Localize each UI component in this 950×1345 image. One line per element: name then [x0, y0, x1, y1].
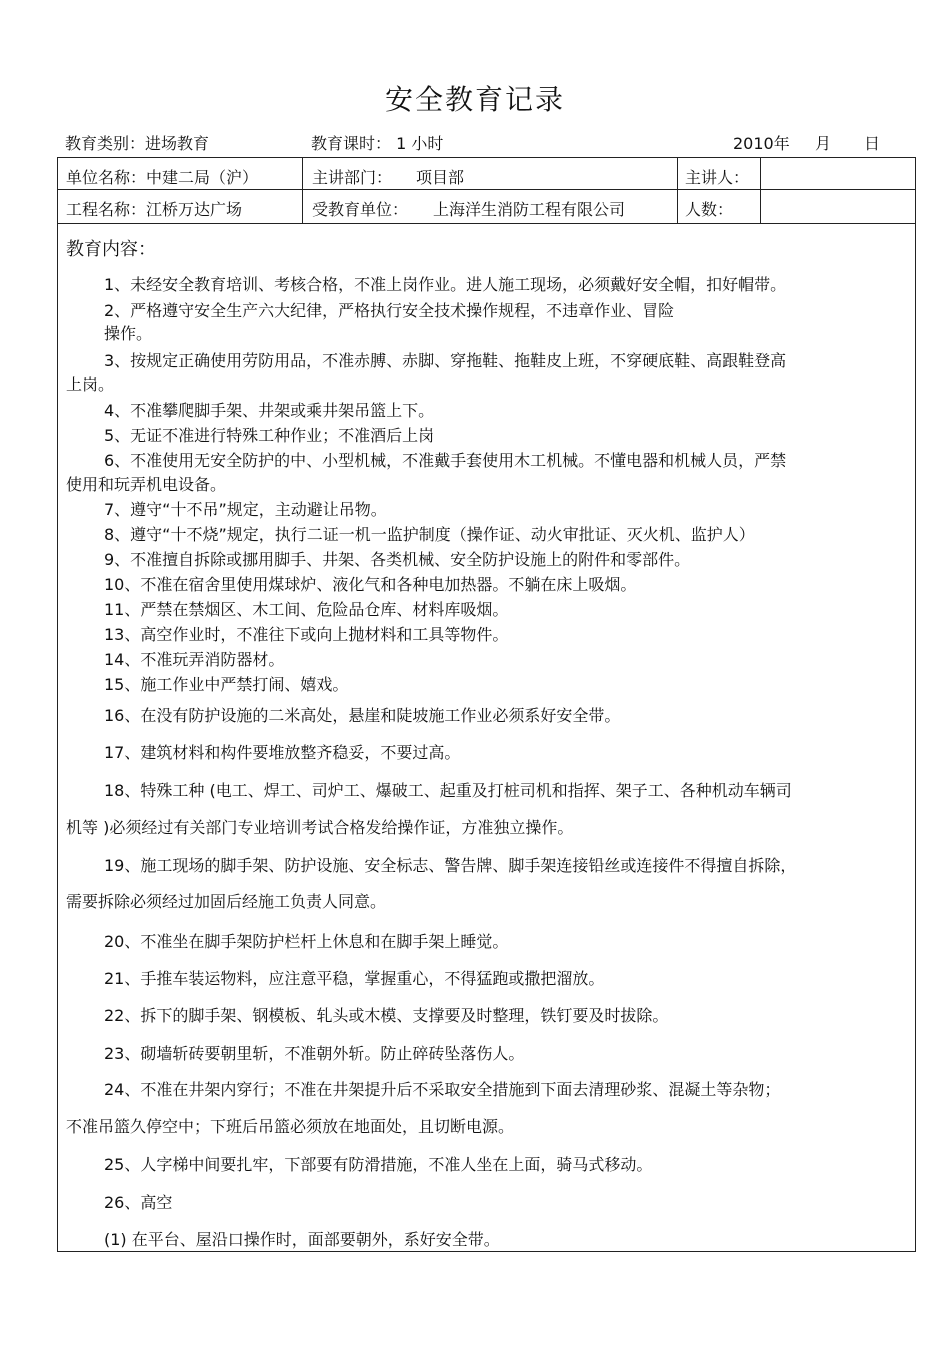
rule-item: 15、施工作业中严禁打闹、嬉戏。: [104, 675, 349, 694]
date-day: 日: [864, 134, 881, 153]
rule-item: 1、未经安全教育培训、考核合格，不准上岗作业。进人施工现场，必须戴好安全帽，扣好帽带。: [104, 275, 787, 294]
col-divider: [677, 158, 678, 223]
rule-item: 24、不准在井架内穿行；不准在井架提升后不采取安全措施到下面去清理砂浆、混凝土等杂物；: [104, 1080, 781, 1099]
rule-item: 8、遵守“十不烧”规定，执行二证一机一监护制度（操作证、动火审批证、灭火机、监护人）: [104, 525, 755, 544]
content-heading: 教育内容：: [66, 239, 156, 260]
col-divider: [302, 158, 303, 223]
rule-item: 26、高空: [104, 1193, 173, 1212]
rule-subitem: (1) 在平台、屋沿口操作时，面部要朝外，系好安全带。: [104, 1230, 500, 1249]
rule-item: 25、人字梯中间要扎牢，下部要有防滑措施，不准人坐在上面，骑马式移动。: [104, 1155, 653, 1174]
rule-item: 20、不准坐在脚手架防护栏杆上休息和在脚手架上睡觉。: [104, 932, 509, 951]
rule-item: 16、在没有防护设施的二米高处，悬崖和陡坡施工作业必须系好安全带。: [104, 706, 621, 725]
rule-item: 10、不准在宿舍里使用煤球炉、液化气和各种电加热器。不躺在床上吸烟。: [104, 575, 637, 594]
rule-item: 5、无证不准进行特殊工种作业；不准酒后上岗: [104, 426, 435, 445]
rule-item: 17、建筑材料和构件要堆放整齐稳妥，不要过高。: [104, 743, 461, 762]
date-year: 2010年: [733, 134, 790, 153]
rule-item-continued: 操作。: [104, 324, 153, 343]
rule-item: 7、遵守“十不吊”规定，主动避让吊物。: [104, 500, 387, 519]
rule-item: 11、严禁在禁烟区、木工间、危险品仓库、材料库吸烟。: [104, 600, 509, 619]
record-form: [57, 157, 916, 1252]
rule-item-continued: 需要拆除必须经过加固后经施工负责人同意。: [66, 892, 387, 911]
col-divider: [760, 158, 761, 223]
speaker-label: 主讲人：: [685, 168, 750, 187]
rule-item-continued: 上岗。: [66, 375, 115, 394]
lecture-dept-value: 项目部: [416, 168, 465, 187]
rule-item: 23、砌墙斩砖要朝里斩，不准朝外斩。防止碎砖坠落伤人。: [104, 1044, 525, 1063]
headcount-label: 人数：: [685, 200, 734, 219]
rule-item: 14、不准玩弄消防器材。: [104, 650, 285, 669]
rule-item: 3、按规定正确使用劳防用品，不准赤膊、赤脚、穿拖鞋、拖鞋皮上班，不穿硬底鞋、高跟鞋登高: [104, 351, 787, 370]
rule-item: 21、手推车装运物料，应注意平稳，掌握重心，不得猛跑或撒把溜放。: [104, 969, 605, 988]
trainee-unit-label: 受教育单位：: [312, 200, 409, 219]
lecture-dept-label: 主讲部门：: [312, 168, 393, 187]
rule-item: 13、高空作业时，不准往下或向上抛材料和工具等物件。: [104, 625, 509, 644]
rule-item: 9、不准擅自拆除或挪用脚手、井架、各类机械、安全防护设施上的附件和零部件。: [104, 550, 691, 569]
rule-item: 4、不准攀爬脚手架、井架或乘井架吊篮上下。: [104, 401, 435, 420]
education-category: 教育类别：进场教育: [65, 134, 210, 153]
rule-item-continued: 使用和玩弄机电设备。: [66, 475, 227, 494]
page-title: 安全教育记录: [384, 83, 565, 116]
rule-item-continued: 不准吊篮久停空中；下班后吊篮必须放在地面处，且切断电源。: [66, 1117, 515, 1136]
rule-item: 6、不准使用无安全防护的中、小型机械，不准戴手套使用木工机械。不懂电器和机械人员，严禁: [104, 451, 787, 470]
unit-name: 单位名称：中建二局（沪）: [66, 168, 259, 187]
row-divider: [58, 189, 915, 190]
project-name: 工程名称：江桥万达广场: [66, 200, 243, 219]
rule-item: 19、施工现场的脚手架、防护设施、安全标志、警告牌、脚手架连接铅丝或连接件不得擅自拆除，: [104, 856, 797, 875]
row-divider: [58, 223, 915, 224]
trainee-unit-value: 上海洋生消防工程有限公司: [433, 200, 626, 219]
rule-item: 18、特殊工种 (电工、焊工、司炉工、爆破工、起重及打桩司机和指挥、架子工、各种机动车辆司: [104, 781, 792, 800]
rule-item-continued: 机等 )必须经过有关部门专业培训考试合格发给操作证，方准独立操作。: [66, 818, 574, 837]
date-month: 月: [815, 134, 832, 153]
education-hours: 教育课时： 1 小时: [311, 134, 444, 153]
rule-item: 2、严格遵守安全生产六大纪律，严格执行安全技术操作规程，不违章作业、冒险: [104, 301, 675, 320]
rule-item: 22、拆下的脚手架、钢模板、轧头或木模、支撑要及时整理，铁钉要及时拔除。: [104, 1006, 669, 1025]
